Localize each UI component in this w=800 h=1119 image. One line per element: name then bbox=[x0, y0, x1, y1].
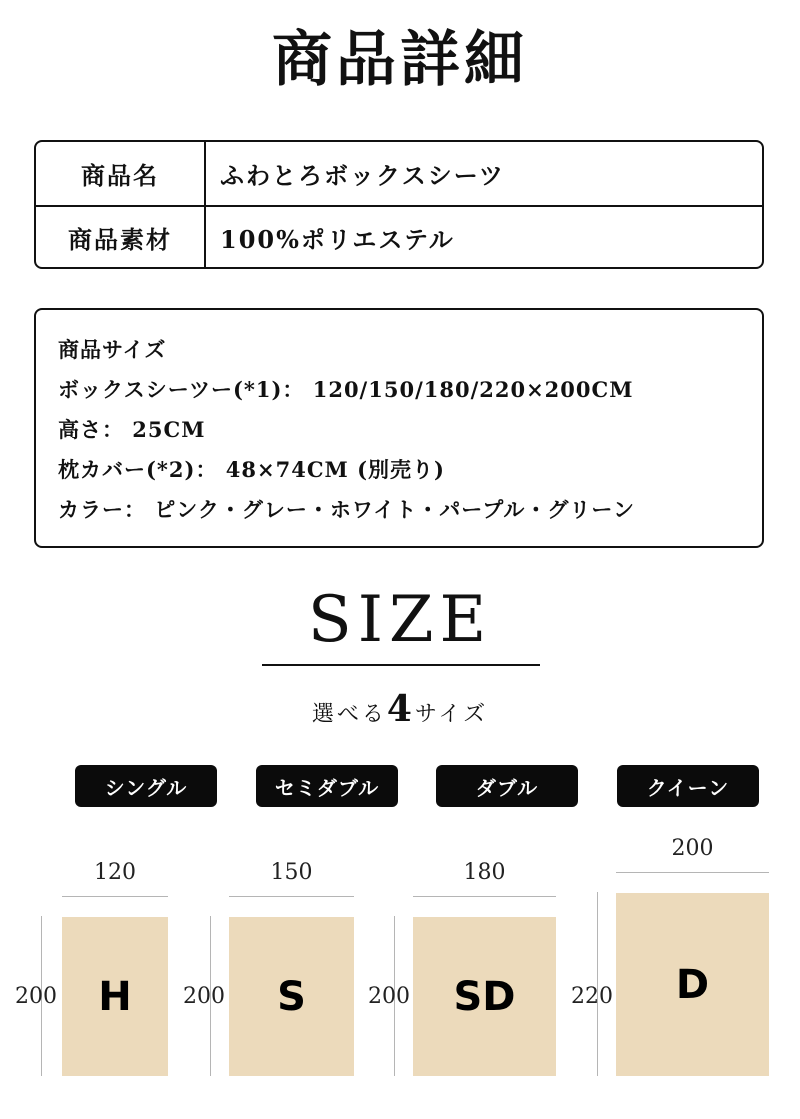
width-line-semi-double bbox=[229, 896, 354, 897]
length-label-single: 200 bbox=[15, 984, 57, 1009]
spec-key-name: 商品名 bbox=[36, 142, 206, 205]
size-subtitle-post: サイズ bbox=[414, 702, 489, 727]
width-label-queen: 200 bbox=[671, 836, 714, 861]
width-line-single bbox=[62, 896, 168, 897]
size-heading-rule bbox=[262, 664, 540, 666]
spec-value-material: 100%ポリエステル bbox=[220, 225, 455, 254]
size-info-height: 高さ： 25CM bbox=[58, 417, 206, 442]
size-info-pillowcase: 枕カバー(*2)： 48×74CM (別売り) bbox=[58, 457, 445, 482]
page-title: 商品詳細 bbox=[272, 25, 528, 95]
width-label-semi-double: 150 bbox=[270, 860, 313, 885]
spec-value-name: ふわとろボックスシーツ bbox=[220, 161, 505, 190]
bed-code-semi-double: S bbox=[277, 973, 306, 1020]
bed-code-queen: D bbox=[675, 961, 710, 1008]
size-info-colors: カラー： ピンク・グレー・ホワイト・パープル・グリーン bbox=[58, 497, 635, 522]
size-info-heading: 商品サイズ bbox=[58, 337, 167, 362]
length-label-queen: 220 bbox=[571, 984, 613, 1009]
bed-queen bbox=[616, 893, 769, 1076]
size-info-sheet-dimensions: ボックスシーツー(*1)： 120/150/180/220×200CM bbox=[58, 377, 634, 402]
bed-code-single: H bbox=[98, 973, 132, 1020]
size-subtitle bbox=[0, 684, 800, 740]
bed-single bbox=[62, 917, 168, 1076]
size-heading: SIZE bbox=[307, 583, 493, 657]
width-label-single: 120 bbox=[94, 860, 136, 885]
width-line-double bbox=[413, 896, 556, 897]
spec-row-name bbox=[36, 142, 762, 207]
width-label-double: 180 bbox=[463, 860, 506, 885]
size-label-double: ダブル bbox=[436, 765, 578, 807]
bed-semi-double bbox=[229, 917, 354, 1076]
width-line-queen bbox=[616, 872, 769, 873]
spec-table bbox=[34, 140, 764, 269]
size-subtitle-pre: 選べる bbox=[311, 702, 387, 727]
bed-code-double: SD bbox=[453, 973, 516, 1020]
size-label-semi-double: セミダブル bbox=[256, 765, 398, 807]
bed-double bbox=[413, 917, 556, 1076]
size-subtitle-number: 4 bbox=[386, 688, 415, 730]
length-label-semi-double: 200 bbox=[183, 984, 225, 1009]
size-label-queen: クイーン bbox=[617, 765, 759, 807]
spec-key-material: 商品素材 bbox=[36, 206, 206, 269]
length-label-double: 200 bbox=[368, 984, 410, 1009]
spec-row-material bbox=[36, 206, 762, 269]
size-info-box bbox=[34, 308, 764, 548]
size-label-single: シングル bbox=[75, 765, 217, 807]
